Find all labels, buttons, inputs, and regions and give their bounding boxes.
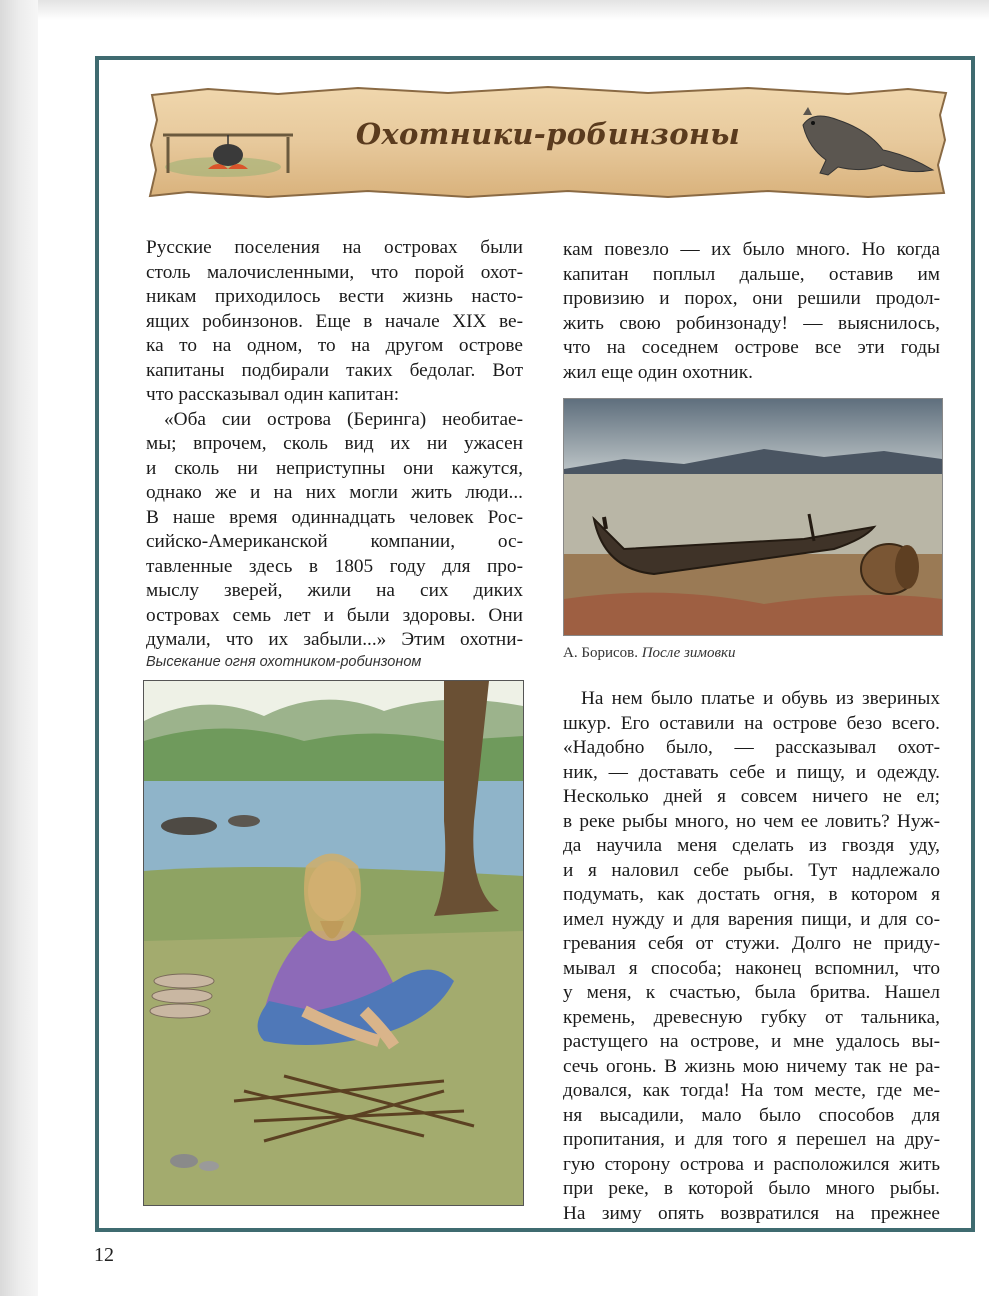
text-line: и сколь ни неприступны они кажутся, xyxy=(146,457,523,479)
text-line: кремень, древесную губку от тальника, xyxy=(563,1006,940,1028)
right-column-top-text xyxy=(563,238,940,385)
left-column-text xyxy=(146,236,523,653)
text-line: ник, — доставать себе и пищу, и одежду. xyxy=(563,761,940,783)
text-line: подумать, как достать огня, в котором я xyxy=(563,884,940,905)
text-line: думали, что их забыли...» Этим охотни- xyxy=(146,629,523,650)
text-line: у меня, к счастью, была бритва. Нашел xyxy=(563,982,940,1003)
scan-page-edge xyxy=(0,0,38,1296)
hunter-fire-image xyxy=(144,681,523,1205)
text-line: провизию и порох, они решили продол- xyxy=(563,288,940,309)
text-line: мывал я способа; наконец вспомнил, что xyxy=(563,957,940,979)
text-line: капитаны подбирали таких бедолаг. Вот xyxy=(146,359,523,381)
page-number: 12 xyxy=(94,1244,114,1266)
illustration-caption: Высекание огня охотником-робинзоном xyxy=(146,654,422,670)
text-line: ня высадили, мало было способов для xyxy=(563,1104,940,1126)
text-line: в реке рыбы много, но чем ее ловить? Нуж- xyxy=(563,810,940,832)
text-line: Русские поселения на островах были xyxy=(146,237,523,258)
text-line: ящих робинзонов. Еще в начале XIX ве- xyxy=(146,310,523,332)
text-line: В наше время одиннадцать человек Рос- xyxy=(146,506,523,528)
text-line: имел нужду и для варения пищи, и для со- xyxy=(563,908,940,930)
text-line: тавленные здесь в 1805 году для про- xyxy=(146,555,523,577)
text-line: «Оба сии острова (Беринга) необитае- xyxy=(164,408,523,430)
text-line: кам повезло — их было много. Но когда xyxy=(563,239,940,260)
text-line: гую сторону острова и расположился жить xyxy=(563,1153,940,1175)
text-line: капитан поплыл дальше, оставив им xyxy=(563,263,940,285)
text-line: и я наловил себе рыбы. Тут надлежало xyxy=(563,859,940,881)
text-line: мыслу зверей, жили на сих диких xyxy=(146,580,523,601)
text-line: сийско-Американской компании, ос- xyxy=(146,531,523,552)
text-line: сечь огонь. В жизнь мою ничему так не ра- xyxy=(563,1055,940,1077)
hunter-illustration xyxy=(143,680,524,1206)
text-line: На зиму опять возвратился на прежнее xyxy=(563,1202,940,1224)
text-line: довался, как тогда! На том месте, где ме- xyxy=(563,1080,940,1101)
text-line: мы; впрочем, сколь вид их ни ужасен xyxy=(146,433,523,454)
text-line: жил еще один охотник. xyxy=(563,361,753,383)
text-line: Несколько дней я совсем ничего не ел; xyxy=(563,786,940,807)
painting-caption xyxy=(563,645,943,662)
text-line: да научила меня сделать из гвоздя уду, xyxy=(563,835,940,856)
text-line: однако же и на них могли жить люди... xyxy=(146,482,523,503)
text-line: островах семь лет и были здоровы. Они xyxy=(146,604,523,626)
text-line: На нем было платье и обувь из звериных xyxy=(581,688,940,709)
text-line: «Надобно было, — рассказывал охот- xyxy=(563,737,940,758)
painting-after-wintering xyxy=(563,398,943,636)
title-banner xyxy=(148,85,948,200)
painting-title: После зимовки xyxy=(641,645,736,661)
text-line: столь малочисленными, что порой охот- xyxy=(146,261,523,283)
page-title: Охотники-робинзоны xyxy=(355,117,741,151)
scan-top-edge xyxy=(38,0,989,20)
text-line: при реке, в которой было много рыбы. xyxy=(563,1178,940,1199)
text-line: жить свою робинзонаду! — выяснилось, xyxy=(563,312,940,334)
text-line: гревания себя от стужи. Долго не приду- xyxy=(563,933,940,954)
painting-author: А. Борисов. xyxy=(563,645,638,661)
text-line: что на соседнем острове все эти годы xyxy=(563,337,940,358)
text-line: никам приходилось вести жизнь насто- xyxy=(146,286,523,307)
text-line: ка то на одном, то на другом острове xyxy=(146,335,523,356)
text-line: что рассказывал один капитан: xyxy=(146,384,400,405)
right-column-bottom-text xyxy=(563,687,940,1226)
text-line: пропитания, и для того я перешел на дру- xyxy=(563,1129,940,1150)
text-line: шкур. Его оставили на острове безо всего. xyxy=(563,712,940,734)
text-line: растущего на острове, и мне удалось вы- xyxy=(563,1031,940,1052)
boat-painting-image xyxy=(564,399,942,635)
